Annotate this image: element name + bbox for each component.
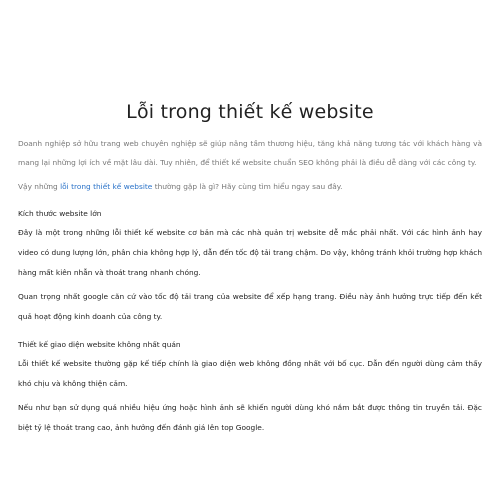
intro-question-paragraph xyxy=(18,177,482,196)
intro-question-suffix: thường gặp là gì? Hãy cùng tìm hiểu ngay sau đây. xyxy=(152,182,343,191)
section-heading-large-website-size: Kích thước website lớn xyxy=(18,209,102,218)
section2-paragraph-1: Lỗi thiết kế website thường gặp kế tiếp chính là giao diện web không đồng nhất với bố cục. Dẫn đến người dùng cảm thấy khó chịu và không thiện cảm. xyxy=(18,359,482,388)
section-heading-inconsistent-interface: Thiết kế giao diện website không nhất quán xyxy=(18,340,181,349)
page-title: Lỗi trong thiết kế website xyxy=(126,101,374,123)
intro-paragraph: Doanh nghiệp sở hữu trang web chuyên nghiệp sẽ giúp nâng tầm thương hiệu, tăng khả năng tương tác với khách hàng và mang lại những lợi ích về mặt lâu dài. Tuy nhiên, để thiết kế website chuẩn SEO không phải là điều dễ dàng với các công ty. xyxy=(18,139,482,167)
section1-paragraph-1: Đây là một trong những lỗi thiết kế website cơ bản mà các nhà quản trị website dễ mắc phải nhất. Với các hình ảnh hay video có dung lượng lớn, phân chia không hợp lý, dẫn đến tốc độ tải trang chậm. Do vậy, không tránh khỏi trường hợp khách hàng mất kiên nhẫn và thoát trang nhanh chóng. xyxy=(18,228,482,277)
section1-paragraph-2: Quan trọng nhất google căn cứ vào tốc độ tải trang của website để xếp hạng trang. Điều này ảnh hưởng trực tiếp đến kết quả hoạt động kinh doanh của công ty. xyxy=(18,292,482,321)
intro-question-prefix: Vậy những xyxy=(18,182,61,191)
design-errors-link[interactable]: lỗi trong thiết kế website xyxy=(60,182,153,191)
section2-paragraph-2: Nếu như bạn sử dụng quá nhiều hiệu ứng hoặc hình ảnh sẽ khiến người dùng khó nắm bắt được thông tin truyền tải. Đặc biệt tỷ lệ thoát trang cao, ảnh hưởng đến đánh giá lên top Google. xyxy=(18,403,482,432)
